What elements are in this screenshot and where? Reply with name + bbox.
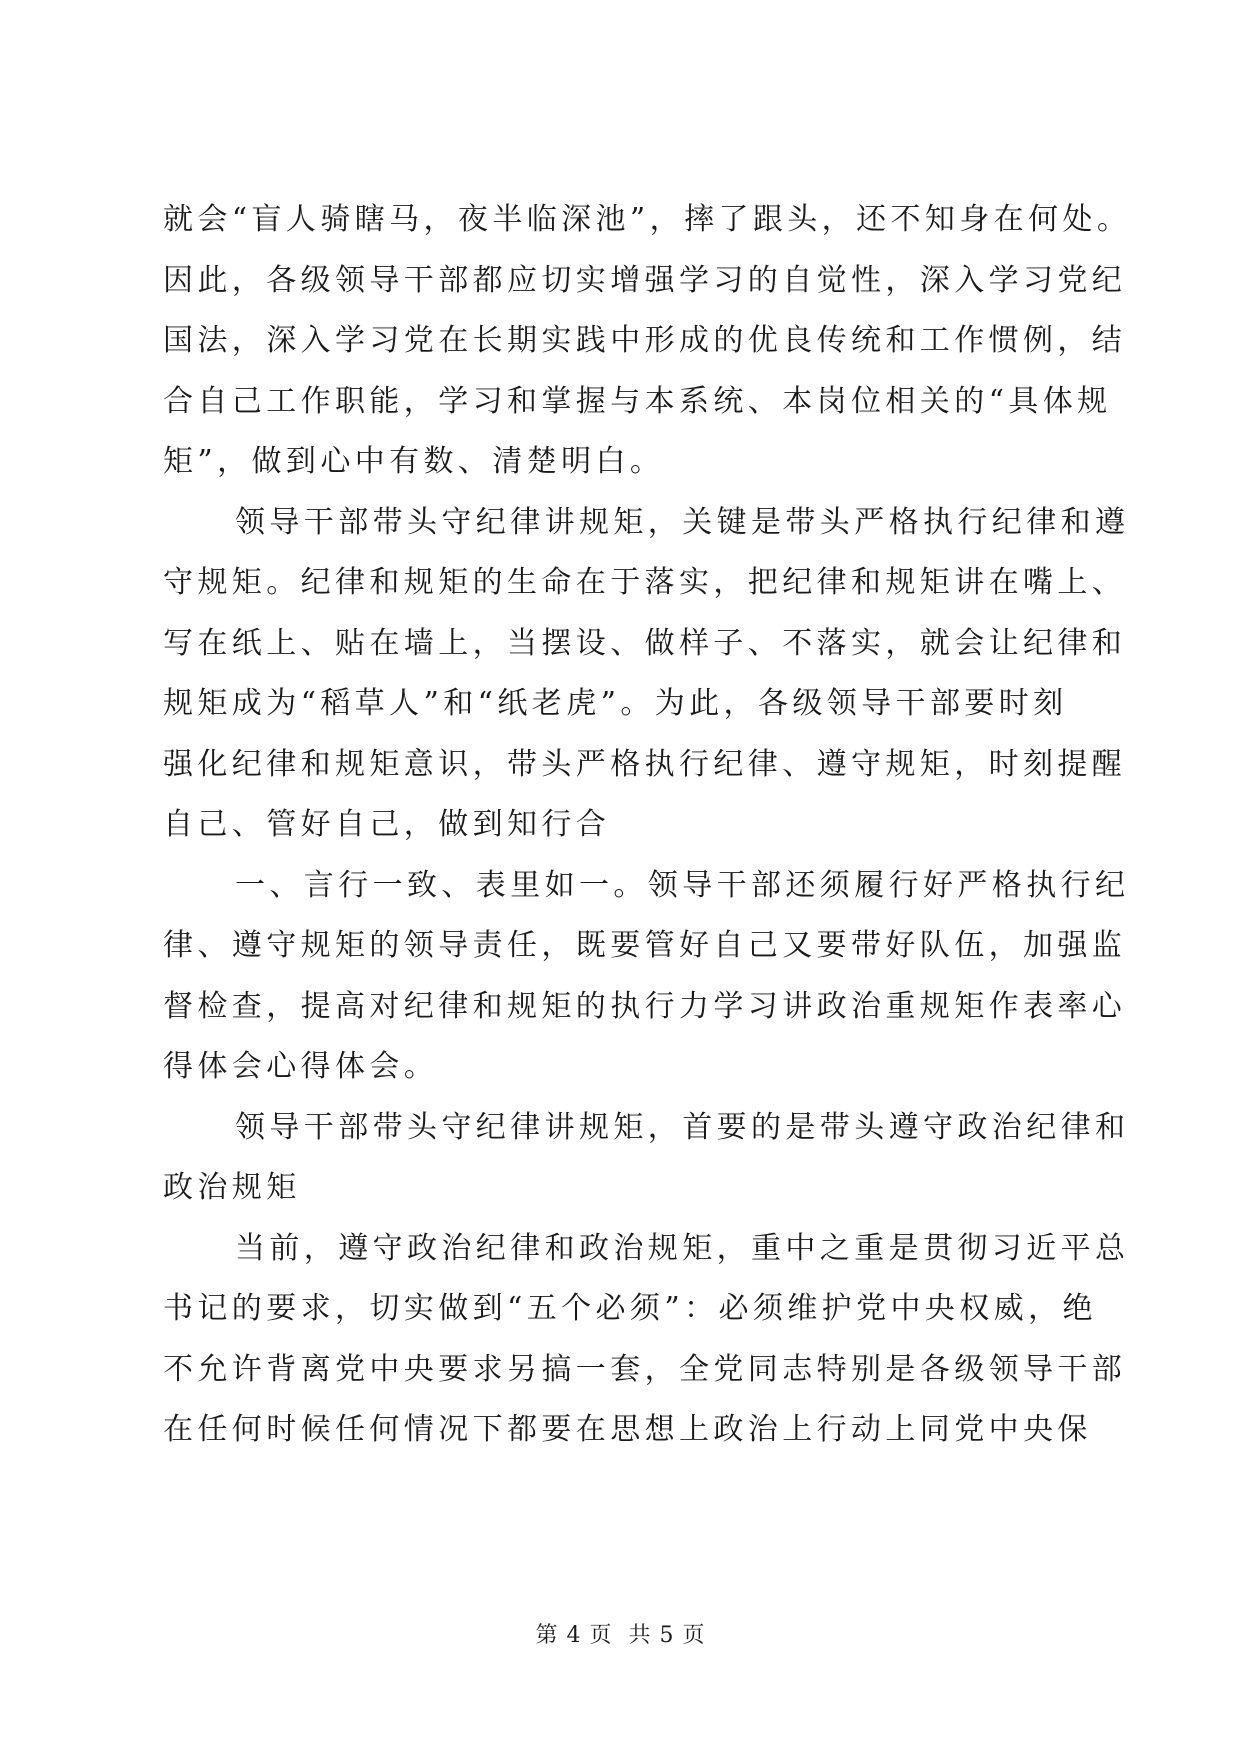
- text-line: 政治规矩: [163, 1170, 301, 1205]
- text-line: 强化纪律和规矩意识，带头严格执行纪律、遵守规矩，时刻提醒: [163, 746, 1127, 782]
- text-line: 规矩成为“稻草人”和“纸老虎”。为此，各级领导干部要时刻: [163, 686, 1068, 721]
- text-line: 书记的要求，切实做到“五个必须”：必须维护党中央权威，绝: [163, 1291, 1097, 1326]
- text-line: 写在纸上、贴在墙上，当摆设、做样子、不落实，就会让纪律和: [163, 625, 1127, 661]
- page-number-label: 第 4 页 共 5 页: [535, 1623, 706, 1648]
- text-line: 国法，深入学习党在长期实践中形成的优良传统和工作惯例，结: [163, 323, 1127, 358]
- text-line: 合自己工作职能，学习和掌握与本系统、本岗位相关的“具体规: [163, 383, 1112, 419]
- text-line: 得体会心得体会。: [163, 1049, 439, 1084]
- text-line: 领导干部带头守纪律讲规矩，首要的是带头遵守政治纪律和: [235, 1109, 1130, 1145]
- text-line: 一、言行一致、表里如一。领导干部还须履行好严格执行纪: [235, 867, 1130, 903]
- text-line: 自己、管好自己，做到知行合: [163, 807, 611, 842]
- page-footer: [0, 1618, 1241, 1649]
- text-line: 领导干部带头守纪律讲规矩，关键是带头严格执行纪律和遵: [235, 504, 1130, 540]
- text-line: 不允许背离党中央要求另搞一套，全党同志特别是各级领导干部: [163, 1351, 1127, 1387]
- text-line: 当前，遵守政治纪律和政治规矩，重中之重是贯彻习近平总: [235, 1230, 1130, 1266]
- text-line: 就会“盲人骑瞎马，夜半临深池”，摔了跟头，还不知身在何处。: [163, 202, 1132, 237]
- document-body: [163, 190, 1132, 1461]
- text-line: 督检查，提高对纪律和规矩的执行力学习讲政治重规矩作表率心: [163, 988, 1127, 1024]
- text-line: 守规矩。纪律和规矩的生命在于落实，把纪律和规矩讲在嘴上、: [163, 565, 1127, 600]
- text-line: 因此，各级领导干部都应切实增强学习的自觉性，深入学习党纪: [163, 262, 1127, 298]
- text-line: 在任何时候任何情况下都要在思想上政治上行动上同党中央保: [163, 1412, 1092, 1447]
- text-line: 律、遵守规矩的领导责任，既要管好自己又要带好队伍，加强监: [163, 928, 1127, 963]
- text-line: 矩”，做到心中有数、清楚明白。: [163, 444, 665, 479]
